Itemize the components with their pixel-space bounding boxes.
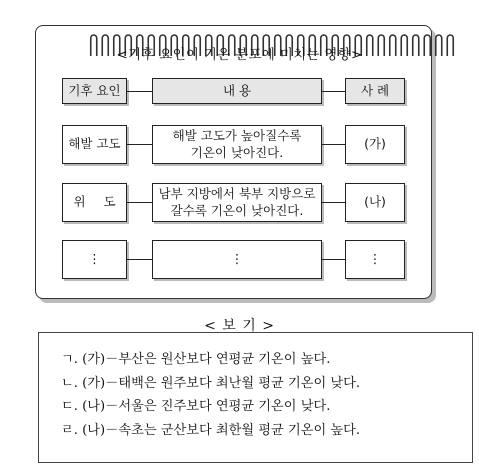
- connector-line: [127, 259, 152, 260]
- connector-line: [322, 259, 345, 260]
- bogi-item-1: ㄱ. (가)－부산은 원산보다 연평균 기온이 높다.: [61, 352, 331, 367]
- connector-line: [127, 202, 152, 203]
- row1-factor: 해발 고도: [62, 125, 127, 164]
- connector-line: [322, 144, 345, 145]
- row3-example: ⋮: [345, 240, 405, 279]
- header-factor: 기후 요인: [62, 78, 127, 104]
- row1-example: (가): [345, 125, 405, 164]
- row3-factor: ⋮: [62, 240, 127, 279]
- bogi-item-3: ㄷ. (나)－서울은 진주보다 연평균 기온이 낮다.: [61, 399, 331, 414]
- row3-content: ⋮: [152, 240, 322, 279]
- figure-title: <기후 요인이 기온 분포에 미치는 영향>: [116, 47, 363, 63]
- row2-example: (나): [345, 183, 405, 222]
- row1-content: 해발 고도가 높아질수록 기온이 낮아진다.: [152, 125, 322, 164]
- connector-line: [127, 91, 152, 92]
- header-example: 사 례: [345, 78, 405, 104]
- connector-line: [322, 91, 345, 92]
- row2-factor: 위 도: [62, 183, 127, 222]
- row2-content: 남부 지방에서 북부 지방으로 갈수록 기온이 낮아진다.: [152, 183, 322, 222]
- bogi-title: < 보 기 >: [204, 318, 275, 334]
- connector-line: [322, 202, 345, 203]
- bogi-box: [38, 332, 473, 463]
- connector-line: [127, 144, 152, 145]
- bogi-item-4: ㄹ. (나)－속초는 군산보다 최한월 평균 기온이 높다.: [61, 422, 361, 438]
- bogi-item-2: ㄴ. (가)－태백은 원주보다 최난월 평균 기온이 낮다.: [61, 375, 361, 391]
- header-content: 내 용: [152, 78, 322, 104]
